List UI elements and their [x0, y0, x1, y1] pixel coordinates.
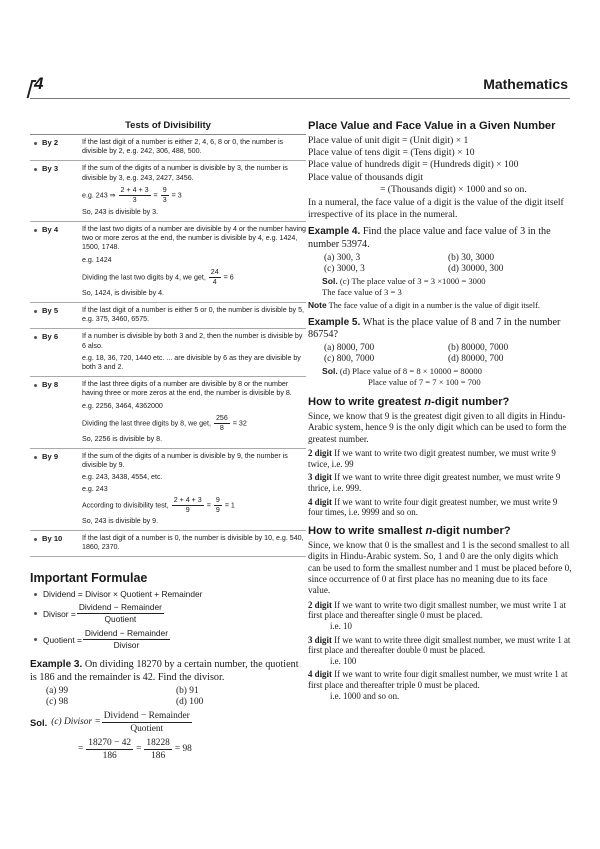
- rule-text: If the last two digits of a number are divisible by 4 or the number having two or more zeros at the end, the number is divisible by 4, e.g. 1424, 1500, 1748.: [82, 225, 306, 252]
- rule-key: By 10: [30, 534, 82, 554]
- rule-example: e.g. 1424: [82, 255, 112, 264]
- divisibility-table-title: Tests of Divisibility: [30, 120, 306, 135]
- page-number: 4: [34, 74, 44, 93]
- fraction: $\frac{256}{8}$: [215, 413, 228, 432]
- rule-working: According to divisibility test, $\frac{2 + 4 + 3}{9}$ = $\frac{9}{9}$ = 1: [82, 495, 235, 514]
- example-label: Example 4.: [308, 226, 361, 238]
- bullet-icon: [34, 384, 37, 387]
- greatest-item: 4 digit If we want to write four digit greatest number, we must write 9 four times, i.e. 9999 and so on.: [308, 496, 558, 518]
- option: (d) 30000, 300: [448, 263, 504, 274]
- option: (b) 30, 3000: [448, 252, 495, 263]
- bullet-icon: [34, 456, 37, 459]
- option: (a) 99: [46, 685, 69, 696]
- right-column: [308, 120, 572, 701]
- rule-by-8: [30, 377, 306, 449]
- option: (b) 91: [176, 685, 199, 696]
- rule-by-3: [30, 161, 306, 222]
- bullet-icon: [34, 538, 37, 541]
- formula-dividend: Dividend = Divisor × Quotient + Remainder: [34, 589, 306, 599]
- fraction: $\frac{18270 - 42}{186}$: [88, 737, 132, 761]
- bullet-icon: [34, 593, 37, 596]
- rule-text: If the last three digits of a number are divisible by 8 or the number having three or more zeros at the end, the number is divisible by 8.: [82, 380, 292, 398]
- rule-example: e.g. 18, 36, 720, 1440 etc. ... are divisible by 6 as they are divisible by both 3 and 2.: [82, 353, 301, 372]
- smallest-item: 2 digit If we want to write two digit smallest number, we must write 1 at first place and thereafter single 0 must be placed. i.e. 10: [308, 599, 566, 631]
- rule-text: If the last digit of a number is either 5 or 0, the number is divisible by 5, e.g. 375, 3460, 6575.: [82, 306, 304, 324]
- example-4-solution: Sol. (c) The place value of 3 = 3 ×1000 = 3000: [322, 275, 486, 286]
- rule-by-4: [30, 222, 306, 303]
- page-header: [30, 74, 570, 99]
- fraction: $\frac{9}{3}$: [162, 185, 167, 204]
- rule-conclusion: So, 1424, is divisible by 4.: [82, 288, 165, 297]
- rule-key: By 5: [30, 306, 82, 326]
- option: (d) 100: [176, 696, 204, 707]
- fraction: $\frac{18228}{186}$: [146, 737, 170, 761]
- greatest-intro: Since, we know that 9 is the greatest digit given to all digits in Hindu-Arabic system, hence 9 is the only digit which can be used to form the greatest number.: [308, 411, 567, 444]
- example-3: [30, 659, 306, 684]
- rule-key: By 4: [30, 225, 82, 300]
- bullet-icon: [34, 229, 37, 232]
- rule-by-5: [30, 303, 306, 329]
- solution-label: Sol.: [30, 716, 48, 728]
- rule-by-6: [30, 329, 306, 377]
- smallest-intro: Since, we know that 0 is the smallest and 1 is the second smallest to all digits in Hindu-Arabic system. So, 1 and 0 are the only digits which can be used to form the smallest number and 1 must be placed before 0, since occurrence of 0 at first place has no meaning due to its face value.: [308, 539, 572, 596]
- solution-label: Sol.: [322, 275, 338, 286]
- fraction: $\frac{24}{4}$: [210, 267, 219, 286]
- rule-example: e.g. 243, 3438, 4554, etc.: [82, 473, 163, 482]
- example-4-options: [308, 253, 572, 275]
- bullet-icon: [34, 142, 37, 145]
- rule-key: By 9: [30, 452, 82, 528]
- bullet-icon: [34, 612, 37, 615]
- example-question: Find the place value and face value of 3 in the number 53974.: [308, 226, 551, 251]
- rule-working: Dividing the last two digits by 4, we get, $\frac{24}{4}$ = 6: [82, 267, 234, 286]
- example-3-solution: Sol. (c) Divisor = $\frac{\text{Dividend − Remainder}}{\text{Quotient}}$: [30, 710, 190, 734]
- example-3-calculation: = $\frac{18270 - 42}{186}$ = $\frac{18228}{186}$ = 98: [78, 737, 192, 761]
- rule-line: Place value of hundreds digit = (Hundreds digit) × 100: [308, 159, 519, 171]
- rule-by-2: [30, 135, 306, 161]
- smallest-number-heading: How to write smallest n-digit number?: [308, 524, 511, 537]
- example-4-face-value: The face value of 3 = 3: [322, 286, 402, 297]
- example-question: What is the place value of 8 and 7 in the number 86754?: [308, 316, 561, 341]
- option: (a) 8000, 700: [324, 343, 375, 353]
- rule-key: By 2: [30, 138, 82, 158]
- option: (a) 300, 3: [324, 252, 361, 263]
- option: (c) 98: [46, 696, 69, 707]
- rule-example: e.g. 243 ⇒ $\frac{2 + 4 + 3}{3}$ = $\frac{9}{3}$ = 3: [82, 185, 182, 204]
- fraction: $\frac{2 + 4 + 3}{3}$: [120, 185, 149, 204]
- greatest-item: 2 digit If we want to write two digit greatest number, we must write 9 twice, i.e. 99: [308, 448, 556, 469]
- place-value-heading: Place Value and Face Value in a Given Number: [308, 120, 556, 132]
- rule-line: Place value of unit digit = (Unit digit) × 1: [308, 135, 469, 146]
- rule-text: If the sum of the digits of a number is divisible by 3, the number is divisible by 3, e.g. 243, 2427, 3456.: [82, 164, 288, 182]
- fraction: $\frac{\text{Dividend − Remainder}}{\text{Quotient}}$: [103, 710, 190, 734]
- bullet-icon: [34, 310, 37, 313]
- rule-example: e.g. 243: [82, 484, 108, 493]
- smallest-item: 4 digit If we want to write four digit smallest number, we must write 1 at first place and thereafter triple 0 must be placed. i.e. 1000 and so on.: [308, 669, 568, 701]
- greatest-number-heading: How to write greatest n-digit number?: [308, 396, 510, 408]
- bullet-icon: [34, 336, 37, 339]
- bullet-icon: [34, 168, 37, 171]
- rule-key: By 8: [30, 380, 82, 446]
- option: (c) 800, 7000: [324, 354, 375, 364]
- rule-line: Place value of tens digit = (Tens digit) × 10: [308, 147, 475, 159]
- rule-by-10: [30, 531, 306, 557]
- rule-conclusion: So, 243 is divisible by 3.: [82, 207, 159, 216]
- smallest-item: 3 digit If we want to write three digit smallest number, we must write 1 at first place and thereafter double 0 must be placed. i.e. 100: [308, 634, 571, 666]
- example-4: [308, 226, 572, 251]
- example-5-solution: Sol. (d) Place value of 8 = 8 × 10000 = 80000: [322, 366, 482, 376]
- face-value-paragraph: In a numeral, the face value of a digit is the value of the digit itself irrespective of its place in the numeral.: [308, 197, 564, 221]
- rule-working: Dividing the last three digits by 8, we get, $\frac{256}{8}$ = 32: [82, 413, 247, 432]
- rule-conclusion: So, 243 is divisible by 9.: [82, 516, 159, 525]
- note: Note The face value of a digit in a number is the value of digit itself.: [308, 299, 540, 310]
- rule-key: By 6: [30, 332, 82, 374]
- rule-line: Place value of thousands digit: [308, 171, 424, 183]
- rule-key: By 3: [30, 164, 82, 219]
- rule-text: If the last digit of a number is 0, the number is divisible by 10, e.g. 540, 1860, 2370.: [82, 534, 304, 552]
- rule-text: If the last digit of a number is either 2, 4, 6, 8 or 0, the number is divisible by 2, e.g. 242, 306, 488, 500.: [82, 138, 284, 156]
- option: (d) 80000, 700: [448, 354, 504, 364]
- fraction: $\frac{\text{Dividend − Remainder}}{\text{Divisor}}$: [84, 628, 168, 651]
- example-3-options: [30, 686, 306, 708]
- rule-example: e.g. 2256, 3464, 4362000: [82, 401, 163, 410]
- fraction: $\frac{9}{9}$: [215, 495, 220, 514]
- option: (b) 80000, 7000: [448, 343, 509, 353]
- example-5-options: [308, 343, 572, 365]
- greatest-item: 3 digit If we want to write three digit greatest number, we must write 9 thrice, i.e. 999.: [308, 472, 561, 493]
- rule-by-9: [30, 449, 306, 531]
- rule-conclusion: So, 2256 is divisible by 8.: [82, 434, 163, 443]
- rule-text: If the sum of the digits of a number is divisible by 9, the number is divisible by 9.: [82, 452, 288, 470]
- example-5: [308, 317, 572, 342]
- bullet-icon: [34, 638, 37, 641]
- subject-title: Mathematics: [483, 76, 568, 92]
- example-question: On dividing 18270 by a certain number, the quotient is 186 and the remainder is 42. Find the divisor.: [30, 659, 299, 684]
- example-label: Example 5.: [308, 316, 361, 328]
- fraction: $\frac{\text{Dividend − Remainder}}{\text{Quotient}}$: [78, 602, 162, 625]
- note-label: Note: [308, 299, 327, 310]
- left-column: [30, 120, 306, 764]
- place-value-rules: [308, 135, 572, 221]
- solution-label: Sol.: [322, 366, 338, 376]
- example-5-solution-line-2: Place value of 7 = 7 × 100 = 700: [368, 377, 481, 387]
- formula-quotient: Quotient = $\frac{\text{Dividend − Remainder}}{\text{Divisor}}$: [34, 628, 306, 651]
- option: (c) 3000, 3: [324, 263, 365, 274]
- formula-divisor: Divisor = $\frac{\text{Dividend − Remainder}}{\text{Quotient}}$: [34, 602, 306, 625]
- rule-text: If a number is divisible by both 3 and 2, then the number is divisible by 6 also.: [82, 332, 303, 350]
- rule-line: = (Thousands digit) × 1000 and so on.: [380, 183, 527, 195]
- fraction: $\frac{2 + 4 + 3}{9}$: [173, 495, 202, 514]
- formulae-heading: Important Formulae: [30, 571, 148, 586]
- example-label: Example 3.: [30, 659, 83, 671]
